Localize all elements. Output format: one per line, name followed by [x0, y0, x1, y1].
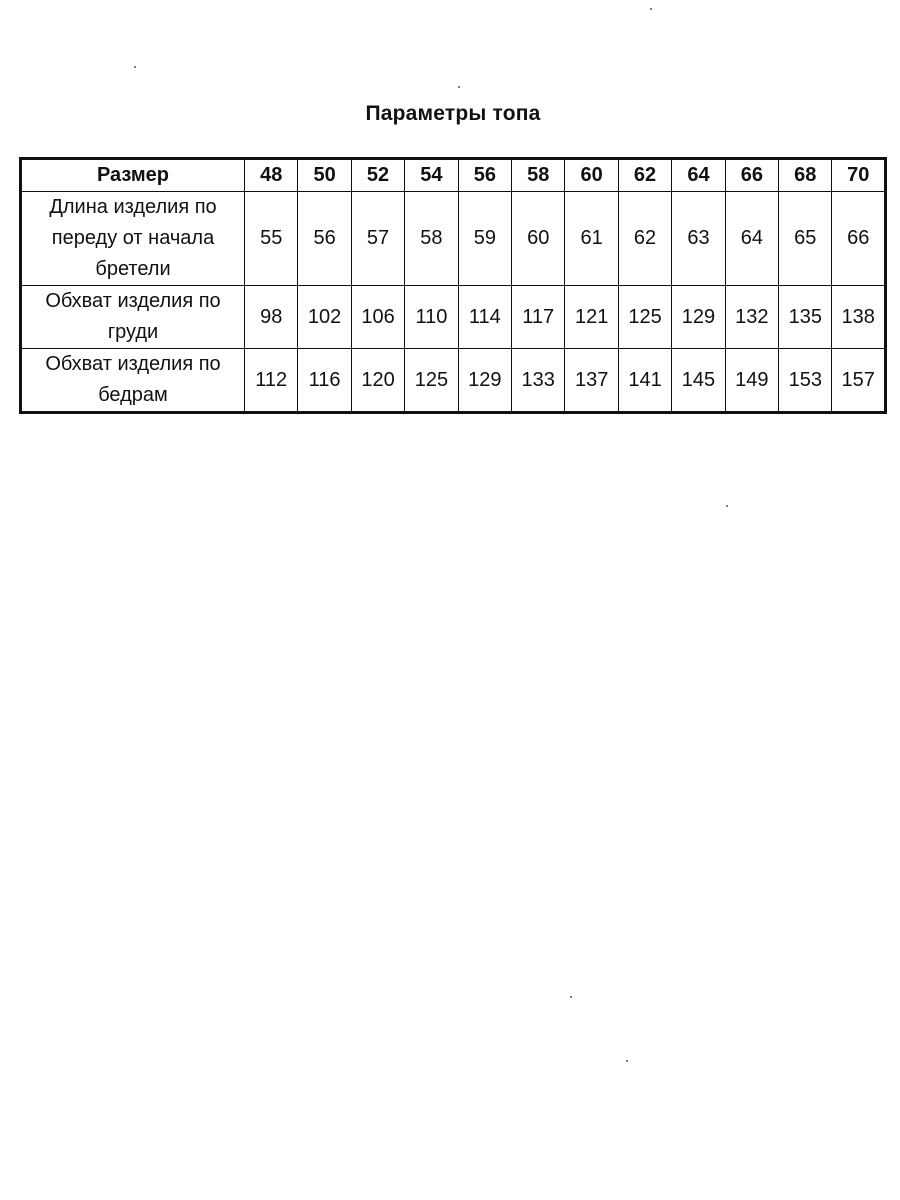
size-header-cell: 58	[512, 159, 565, 192]
table-cell: 56	[298, 192, 351, 286]
table-cell: 102	[298, 286, 351, 349]
size-header-label: Размер	[21, 159, 245, 192]
table-cell: 141	[618, 349, 671, 413]
size-header-cell: 68	[779, 159, 832, 192]
scan-speck	[134, 66, 136, 68]
table-row	[21, 286, 886, 349]
size-header-cell: 56	[458, 159, 511, 192]
table-cell: 153	[779, 349, 832, 413]
table-cell: 98	[245, 286, 298, 349]
row-label: Обхват изделия по груди	[21, 286, 245, 349]
table-cell: 62	[618, 192, 671, 286]
table-cell: 116	[298, 349, 351, 413]
size-header-cell: 70	[832, 159, 886, 192]
table-cell: 60	[512, 192, 565, 286]
size-header-cell: 54	[405, 159, 458, 192]
table-cell: 133	[512, 349, 565, 413]
table-cell: 121	[565, 286, 618, 349]
row-label: Обхват изделия по бедрам	[21, 349, 245, 413]
scan-speck	[726, 505, 728, 507]
table-cell: 106	[351, 286, 404, 349]
page-title: Параметры топа	[365, 102, 541, 125]
table-cell: 55	[245, 192, 298, 286]
table-cell: 64	[725, 192, 778, 286]
table-cell: 137	[565, 349, 618, 413]
size-header-cell: 66	[725, 159, 778, 192]
table-cell: 65	[779, 192, 832, 286]
table-cell: 114	[458, 286, 511, 349]
table-cell: 138	[832, 286, 886, 349]
table-cell: 125	[618, 286, 671, 349]
table-cell: 57	[351, 192, 404, 286]
size-chart-table	[19, 157, 887, 414]
table-cell: 129	[672, 286, 725, 349]
row-label: Длина изделия по переду от начала бретели	[21, 192, 245, 286]
scan-speck	[650, 8, 652, 10]
table-cell: 112	[245, 349, 298, 413]
table-cell: 135	[779, 286, 832, 349]
scan-speck	[570, 996, 572, 998]
size-header-cell: 50	[298, 159, 351, 192]
size-header-cell: 64	[672, 159, 725, 192]
header-row	[21, 159, 886, 192]
table-cell: 145	[672, 349, 725, 413]
size-header-cell: 60	[565, 159, 618, 192]
table-cell: 66	[832, 192, 886, 286]
scan-speck	[626, 1060, 628, 1062]
size-header-cell: 52	[351, 159, 404, 192]
table-row	[21, 192, 886, 286]
table-cell: 129	[458, 349, 511, 413]
table-cell: 157	[832, 349, 886, 413]
table-cell: 125	[405, 349, 458, 413]
table-cell: 149	[725, 349, 778, 413]
table-cell: 132	[725, 286, 778, 349]
size-header-cell: 62	[618, 159, 671, 192]
scan-speck	[458, 86, 460, 88]
size-header-cell: 48	[245, 159, 298, 192]
table-cell: 120	[351, 349, 404, 413]
table-row	[21, 349, 886, 413]
table-cell: 59	[458, 192, 511, 286]
table-cell: 63	[672, 192, 725, 286]
table-cell: 110	[405, 286, 458, 349]
table-cell: 58	[405, 192, 458, 286]
table-cell: 117	[512, 286, 565, 349]
table-cell: 61	[565, 192, 618, 286]
